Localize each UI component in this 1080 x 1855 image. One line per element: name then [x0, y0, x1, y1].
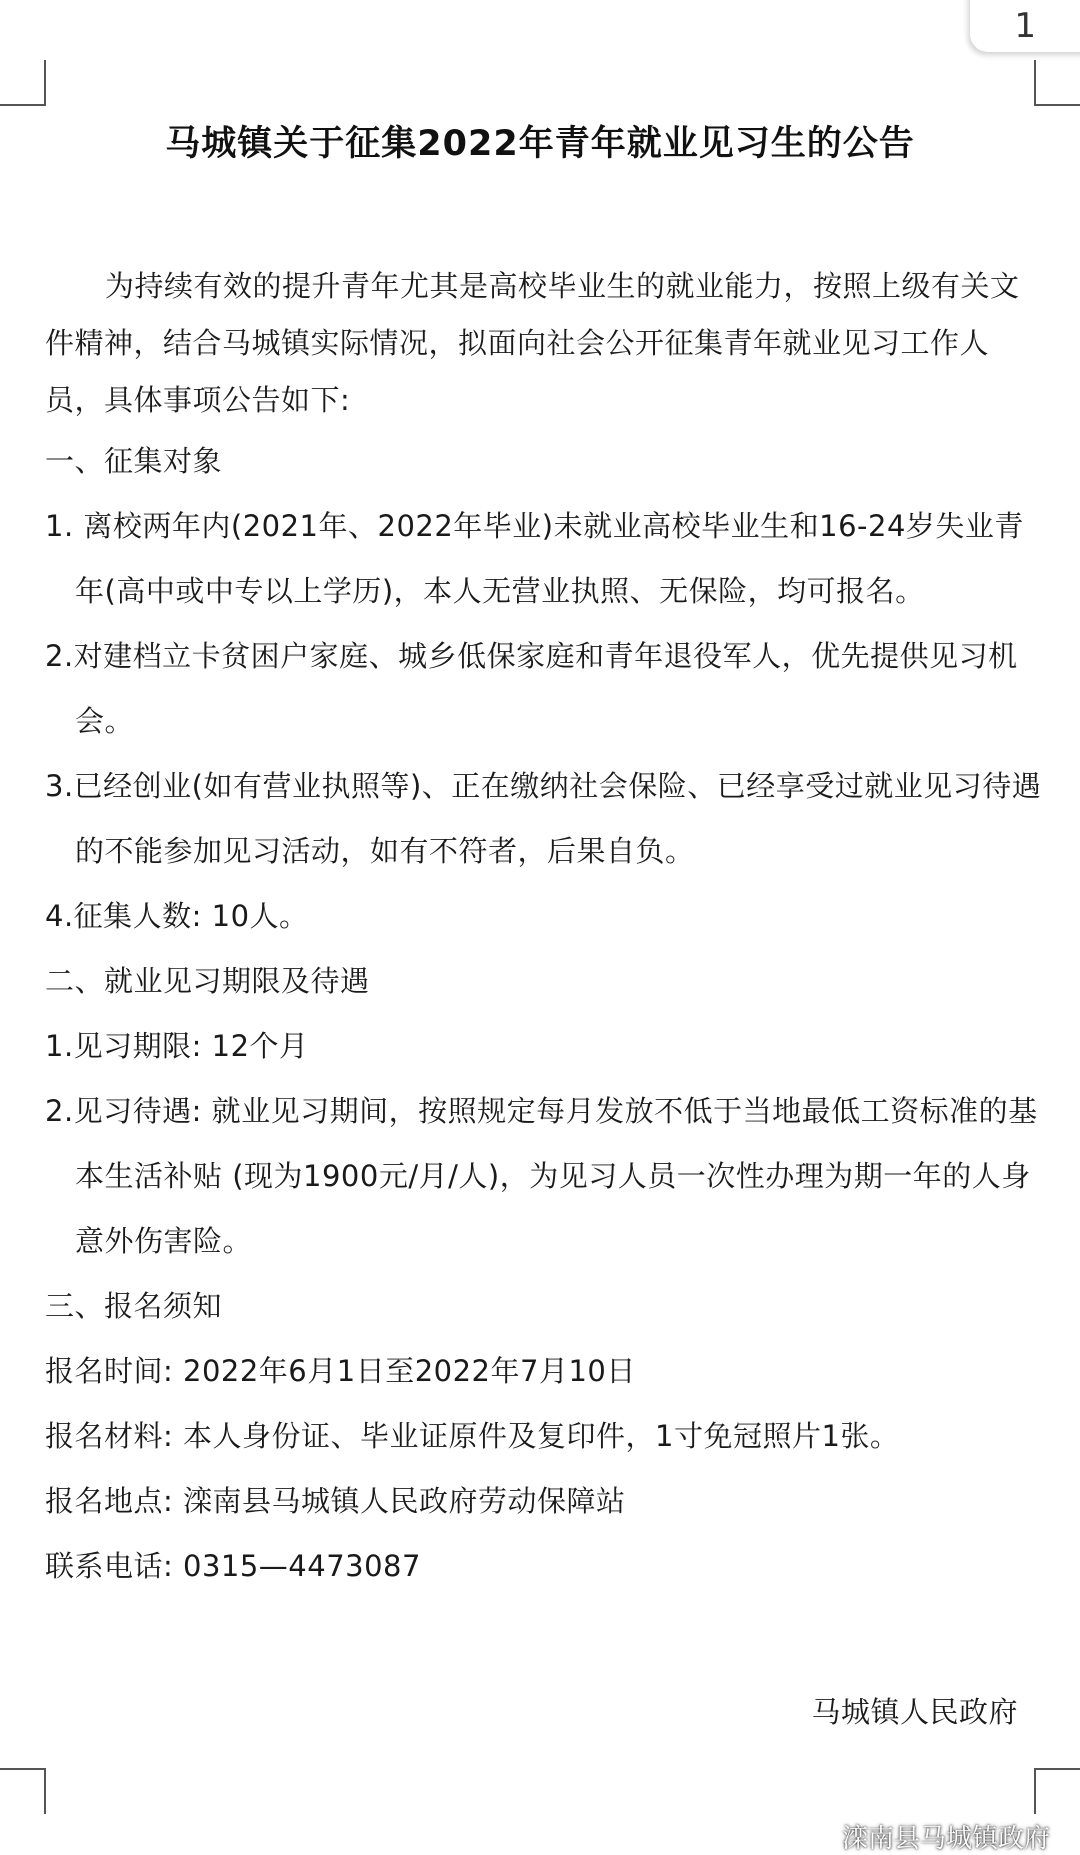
- page-number: 1: [1014, 6, 1036, 46]
- section-heading-period: 二、就业见习期限及待遇: [45, 964, 370, 998]
- contact-phone: 联系电话: 0315—4473087: [45, 1549, 421, 1583]
- section-heading-targets: 一、征集对象: [45, 444, 223, 478]
- list-item: 3.已经创业(如有营业执照等)、正在缴纳社会保险、已经享受过就业见习待遇的不能参加见习活动，如有不符者，后果自负。: [45, 769, 1042, 868]
- list-item: 1. 离校两年内(2021年、2022年毕业)未就业高校毕业生和16-24岁失业青年(高中或中专以上学历)，本人无营业执照、无保险，均可报名。: [45, 509, 1024, 608]
- crop-mark-bottom-left: [0, 1768, 46, 1814]
- page-number-tab: [970, 0, 1080, 52]
- wechat-icon: [804, 1824, 834, 1850]
- list-item: 2.对建档立卡贫困户家庭、城乡低保家庭和青年退役军人，优先提供见习机会。: [45, 639, 1018, 738]
- registration-location: 报名地点: 滦南县马城镇人民政府劳动保障站: [45, 1484, 626, 1518]
- list-item: 4.征集人数: 10人。: [45, 899, 309, 933]
- list-item: 2.见习待遇: 就业见习期间，按照规定每月发放不低于当地最低工资标准的基本生活补贴 (现为1900元/月/人)，为见习人员一次性办理为期一年的人身意外伤害险。: [45, 1094, 1038, 1258]
- crop-mark-top-left: [0, 60, 46, 106]
- document-title: 马城镇关于征集2022年青年就业见习生的公告: [165, 124, 915, 164]
- document-body: [45, 258, 1045, 1599]
- section-heading-registration: 三、报名须知: [45, 1289, 223, 1323]
- signature: 马城镇人民政府: [811, 1695, 1018, 1729]
- crop-mark-bottom-right: [1034, 1768, 1080, 1814]
- list-item: 1.见习期限: 12个月: [45, 1029, 309, 1063]
- watermark: [804, 1818, 1050, 1855]
- registration-time: 报名时间: 2022年6月1日至2022年7月10日: [45, 1354, 636, 1388]
- intro-paragraph: 为持续有效的提升青年尤其是高校毕业生的就业能力，按照上级有关文件精神，结合马城镇实际情况，拟面向社会公开征集青年就业见习工作人员，具体事项公告如下:: [45, 269, 1020, 417]
- crop-mark-top-right: [1034, 60, 1080, 106]
- watermark-text: 滦南县马城镇政府: [841, 1824, 1050, 1854]
- registration-materials: 报名材料: 本人身份证、毕业证原件及复印件，1寸免冠照片1张。: [45, 1419, 900, 1453]
